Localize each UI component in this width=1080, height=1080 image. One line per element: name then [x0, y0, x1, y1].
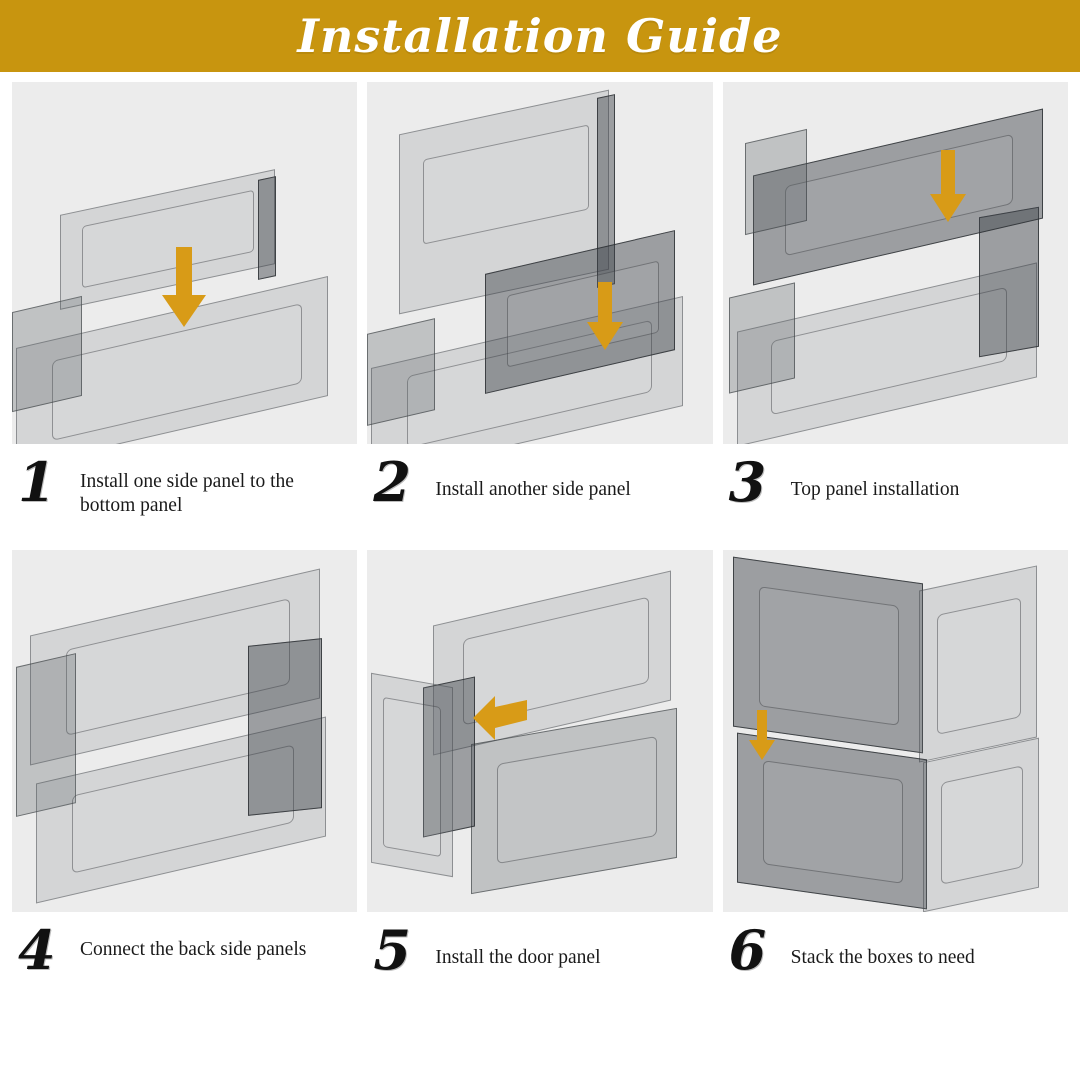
- step-caption-5: [367, 912, 712, 1018]
- page-title: Installation Guide: [297, 9, 783, 63]
- back-side-panel: [248, 638, 322, 816]
- side-panel-edge: [258, 176, 276, 280]
- up-left-arrow-icon: [469, 690, 531, 746]
- step-number: 4: [18, 918, 56, 982]
- step-number: 3: [728, 450, 767, 514]
- lower-box-side-inner: [941, 765, 1023, 884]
- step-image-3: [723, 82, 1068, 444]
- step-caption-4: [12, 912, 357, 1018]
- box-illustration-5: [367, 550, 712, 912]
- steps-grid: [0, 72, 1080, 1018]
- down-arrow-icon: [747, 710, 777, 764]
- upper-box-side-inner: [937, 597, 1021, 735]
- box-illustration-4: [12, 550, 357, 912]
- step-image-2: [367, 82, 712, 444]
- box-illustration-2: [367, 82, 712, 444]
- step-cell-1: [12, 82, 357, 550]
- step-image-6: [723, 550, 1068, 912]
- step-caption-1: [12, 444, 357, 550]
- step-image-5: [367, 550, 712, 912]
- step-label: Top panel installation: [790, 479, 960, 500]
- step-label: Install another side panel: [435, 479, 631, 500]
- step-cell-2: [367, 82, 712, 550]
- step-label: Connect the back side panels: [80, 939, 307, 960]
- step-caption-6: [723, 912, 1068, 1018]
- step-caption-2: [367, 444, 712, 550]
- down-arrow-icon: [928, 150, 968, 226]
- upper-box-front-inner: [759, 586, 899, 726]
- step-label: Install one side panel to the bottom panel: [80, 471, 294, 516]
- step-number: 1: [18, 450, 56, 514]
- assembled-box-left-lip: [729, 282, 795, 393]
- header-banner: [0, 0, 1080, 72]
- bottom-panel-lip: [367, 318, 435, 426]
- step-label: Install the door panel: [435, 947, 601, 968]
- step-cell-4: [12, 550, 357, 1018]
- step-caption-3: [723, 444, 1068, 550]
- step-cell-3: [723, 82, 1068, 550]
- door-panel-inner: [383, 697, 441, 857]
- step-number: 6: [728, 918, 767, 982]
- down-arrow-icon: [585, 282, 625, 354]
- step-cell-5: [367, 550, 712, 1018]
- down-arrow-icon: [160, 247, 208, 331]
- step-label: Stack the boxes to need: [790, 947, 975, 968]
- top-panel-lip: [745, 129, 807, 235]
- step-image-1: [12, 82, 357, 444]
- lower-box-front-inner: [763, 760, 903, 884]
- box-illustration-3: [723, 82, 1068, 444]
- box-illustration-1: [12, 82, 357, 444]
- step-number: 5: [373, 918, 411, 982]
- box-illustration-6: [723, 550, 1068, 912]
- step-number: 2: [373, 450, 411, 514]
- step-image-4: [12, 550, 357, 912]
- step-cell-6: [723, 550, 1068, 1018]
- bottom-panel-lip: [12, 296, 82, 412]
